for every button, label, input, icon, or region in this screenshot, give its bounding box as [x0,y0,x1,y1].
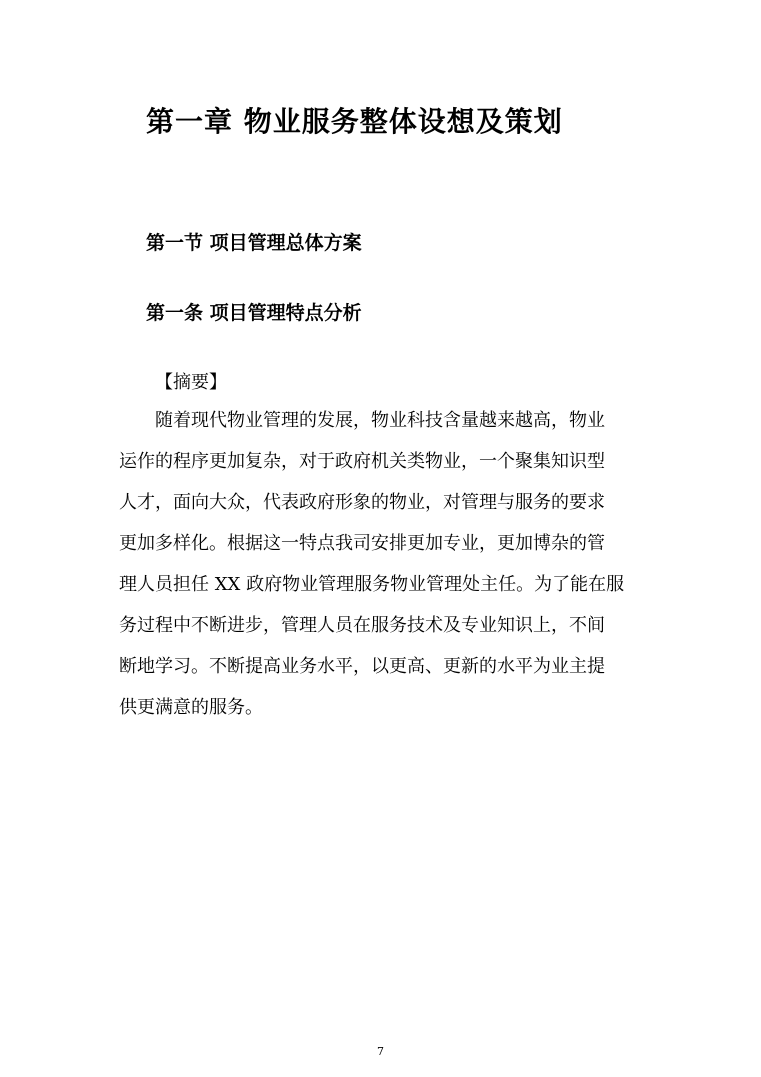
body-line: 理人员担任 XX 政府物业管理服务物业管理处主任。为了能在服 [119,574,625,595]
body-line: 务过程中不断进步，管理人员在服务技术及专业知识上，不间 [119,615,605,636]
body-line: 更加多样化。根据这一特点我司安排更加专业，更加博杂的管 [119,533,605,554]
body-line: 人才，面向大众，代表政府形象的物业，对管理与服务的要求 [119,492,605,513]
abstract-label: 【摘要】 [155,372,227,393]
body-line: 供更满意的服务。 [119,697,263,718]
body-line: 运作的程序更加复杂，对于政府机关类物业，一个聚集知识型 [119,451,605,472]
chapter-title: 第一章 物业服务整体设想及策划 [146,105,563,138]
body-line: 随着现代物业管理的发展，物业科技含量越来越高，物业 [155,410,605,431]
abstract-body [119,405,659,733]
section-title: 第一节 项目管理总体方案 [146,232,362,254]
page-number: 7 [377,1045,384,1058]
article-title: 第一条 项目管理特点分析 [146,302,362,324]
body-line: 断地学习。不断提高业务水平，以更高、更新的水平为业主提 [119,656,605,677]
